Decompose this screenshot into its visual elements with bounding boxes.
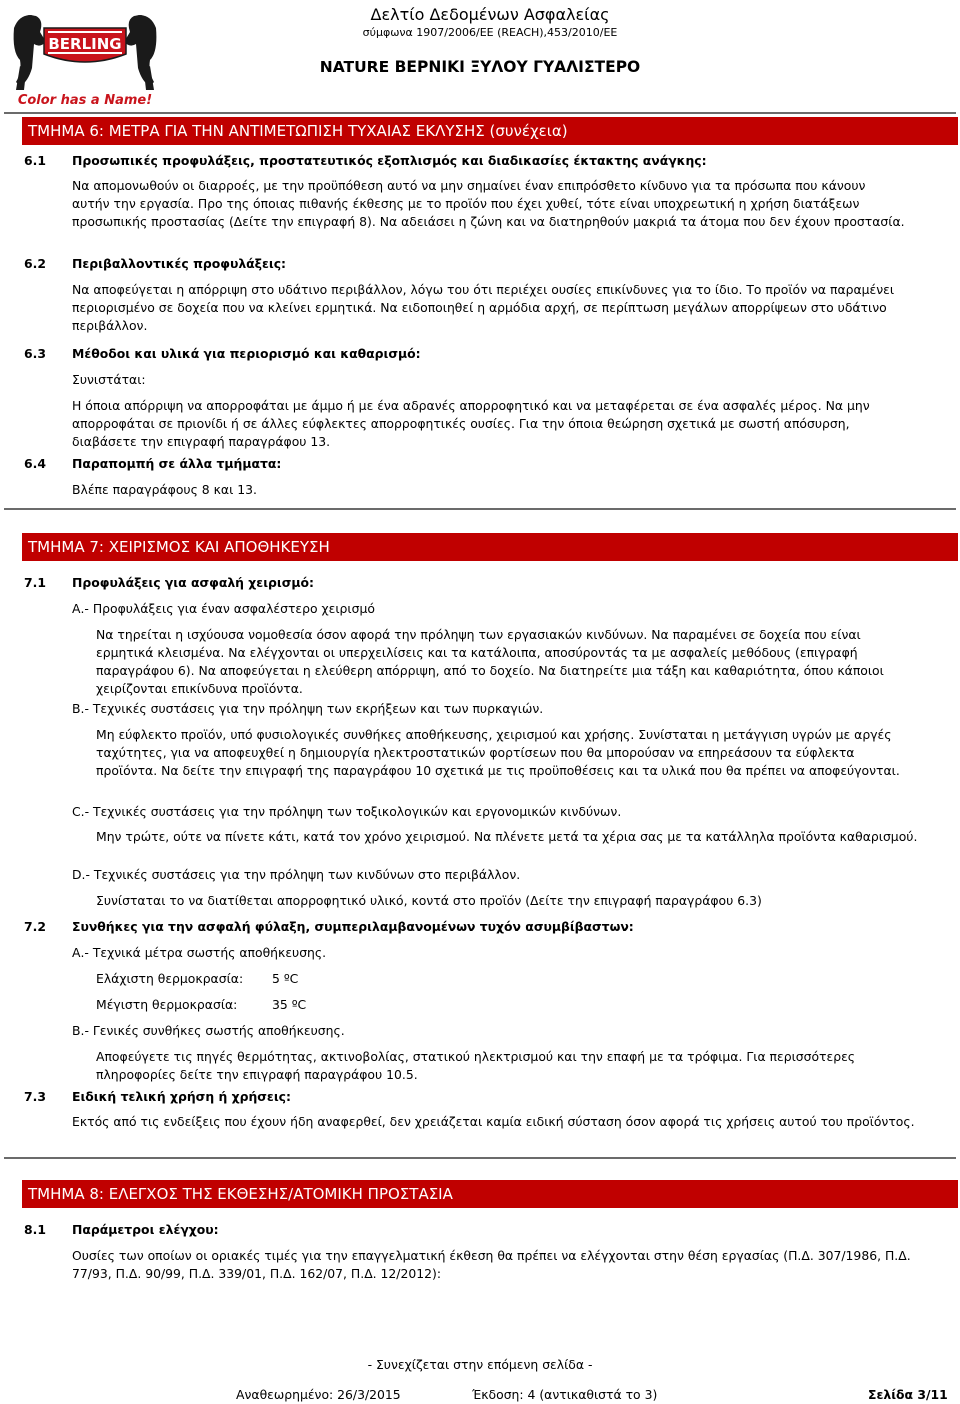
subsection-7-2-number: 7.2 [24, 919, 46, 934]
recommendation-label: Συνιστάται: [72, 372, 146, 387]
paragraph-line: ερμητικά κλεισμένα. Να ελέγχονται οι υπερχειλίσεις και τα κατάλοιπα, αποσύροντάς τα με ασφαλείς μεθόδους (επιγραφή [96, 645, 858, 660]
product-name: NATURE ΒΕΡΝΙΚΙ ΞΥΛΟΥ ΓΥΑΛΙΣΤΕΡΟ [319, 58, 641, 76]
paragraph-line: Βλέπε παραγράφους 8 και 13. [72, 482, 257, 497]
general-storage-heading: Β.- Γενικές συνθήκες σωστής αποθήκευσης. [72, 1023, 345, 1038]
paragraph-line: Ουσίες των οποίων οι οριακές τιμές για την επαγγελματική έκθεση θα πρέπει να ελέγχονται στην θέση εργασίας (Π.Δ. 307/1986, Π.Δ. [72, 1248, 911, 1263]
subsection-7-3-title: Ειδική τελική χρήση ή χρήσεις: [72, 1089, 291, 1104]
divider [4, 112, 956, 114]
subsection-8-1-number: 8.1 [24, 1222, 46, 1237]
paragraph-line: χειρίζονται επικίνδυνα προϊόντα. [96, 681, 303, 696]
paragraph-line: Αποφεύγετε τις πηγές θερμότητας, ακτινοβολίας, στατικού ηλεκτρισμού και την επαφή με τα τρόφιμα. Για περισσότερες [96, 1049, 856, 1064]
item-c-heading: C.- Τεχνικές συστάσεις για την πρόληψη των τοξικολογικών και εργονομικών κινδύνων. [72, 804, 622, 819]
item-b-heading: Β.- Τεχνικές συστάσεις για την πρόληψη των εκρήξεων και των πυρκαγιών. [72, 701, 544, 716]
paragraph-line: ταχύτητες, για να αποφευχθεί η δημιουργία ηλεκτροστατικών φορτίσεων που θα μπορούσαν να επηρεάσουν τα εύφλεκτα [96, 745, 855, 760]
paragraph-line: προϊόντα. Να δείτε την επιγραφή της παραγράφου 10 σχετικά με τις προϋποθέσεις και τα υλικά που θα πρέπει να αποφεύγονται. [96, 763, 900, 778]
paragraph-line: διαβάσετε την επιγραφή παραγράφου 13. [72, 434, 331, 449]
subsection-6-2-number: 6.2 [24, 256, 46, 271]
paragraph-line: απορροφάται σε πριονίδι ή σε άλλες εύφλεκτες απορροφητικές ουσίες. Για την όποια θεώρηση σχετικά με σωστή απόσυρση, [72, 416, 850, 431]
page-number: Σελίδα 3/11 [868, 1387, 948, 1402]
paragraph-line: Να απομονωθούν οι διαρροές, με την προϋπόθεση αυτό να μην σημαίνει έναν επιπρόσθετο κίνδυνο για τα πρόσωπα που κάνουν [72, 178, 866, 193]
paragraph-line: Μην τρώτε, ούτε να πίνετε κάτι, κατά τον χρόνο χειρισμού. Να πλένετε μετά τα χέρια σας με τα κατάλληλα προϊόντα καθαρισμού. [96, 829, 918, 844]
paragraph-line: προσωπικής προστασίας (Δείτε την επιγραφή 8). Να αδειάσει η ζώνη και να διατηρηθούν μακριά τα άτομα που δεν έχουν προστασία. [72, 214, 905, 229]
subsection-7-3-number: 7.3 [24, 1089, 46, 1104]
storage-measures-heading: Α.- Τεχνικά μέτρα σωστής αποθήκευσης. [72, 945, 327, 960]
subsection-6-4-title: Παραπομπή σε άλλα τμήματα: [72, 456, 282, 471]
paragraph-line: Να αποφεύγεται η απόρριψη στο υδάτινο περιβάλλον, λόγω του ότι περιέχει ουσίες επικίνδυνες για το ίδιο. Το προϊόν να παραμένει [72, 282, 895, 297]
subsection-6-3-title: Μέθοδοι και υλικά για περιορισμό και καθαρισμό: [72, 346, 421, 361]
divider [4, 508, 956, 510]
subsection-6-2-title: Περιβαλλοντικές προφυλάξεις: [72, 256, 287, 271]
section-8-header: ΤΜΗΜΑ 8: ΕΛΕΓΧΟΣ ΤΗΣ ΕΚΘΕΣΗΣ/ΑΤΟΜΙΚΗ ΠΡΟΣΤΑΣΙΑ [22, 1180, 958, 1208]
logo-tagline-text: Color has a Name! [17, 93, 153, 106]
paragraph-line: περιβάλλον. [72, 318, 148, 333]
min-temperature-label: Ελάχιστη θερμοκρασία: [96, 971, 244, 986]
section-6-header: ΤΜΗΜΑ 6: ΜΕΤΡΑ ΓΙΑ ΤΗΝ ΑΝΤΙΜΕΤΩΠΙΣΗ ΤΥΧΑΙΑΣ ΕΚΛΥΣΗΣ (συνέχεια) [22, 117, 958, 145]
document-regulation: σύμφωνα 1907/2006/ΕΕ (REACH),453/2010/ΕΕ [362, 26, 618, 39]
max-temperature-label: Μέγιστη θερμοκρασία: [96, 997, 238, 1012]
subsection-7-2-title: Συνθήκες για την ασφαλή φύλαξη, συμπεριλαμβανομένων τυχόν ασυμβίβαστων: [72, 919, 634, 934]
subsection-6-4-number: 6.4 [24, 456, 46, 471]
revision-date: Αναθεωρημένο: 26/3/2015 [236, 1387, 401, 1402]
item-a-heading: Α.- Προφυλάξεις για έναν ασφαλέστερο χειρισμό [72, 601, 375, 616]
berling-logo [10, 8, 160, 106]
paragraph-line: παραγράφου 6). Να αποφεύγεται η ελεύθερη απόρριψη, από το δοχείο. Να διατηρείτε μια τάξη και καθαριότητα, όπου κάποιοι [96, 663, 884, 678]
max-temperature-value: 35 ºC [272, 997, 307, 1012]
paragraph-line: Εκτός από τις ενδείξεις που έχουν ήδη αναφερθεί, δεν χρειάζεται καμία ειδική σύσταση όσον αφορά τις χρήσεις αυτού του προϊόντος. [72, 1114, 915, 1129]
subsection-6-1-number: 6.1 [24, 153, 46, 168]
paragraph-line: Μη εύφλεκτο προϊόν, υπό φυσιολογικές συνθήκες αποθήκευσης, χειρισμού και χρήσης. Συνίσταται η μετάγγιση υγρών με αργές [96, 727, 892, 742]
item-d-heading: D.- Τεχνικές συστάσεις για την πρόληψη των κινδύνων στο περιβάλλον. [72, 867, 521, 882]
paragraph-line: αυτήν την εργασία. Προ της όποιας πιθανής έκθεσης με το προϊόν που έχει χυθεί, τότε είναι υποχρεωτική η χρήση διατάξεων [72, 196, 860, 211]
min-temperature-value: 5 ºC [272, 971, 299, 986]
subsection-8-1-title: Παράμετροι ελέγχου: [72, 1222, 219, 1237]
divider [4, 1157, 956, 1159]
paragraph-line: περιορισμένο σε δοχεία που να κλείνει ερμητικά. Να ειδοποιηθεί η αρμόδια αρχή, σε περίπτωση μεγάλων απορρίψεων στο υδάτινο [72, 300, 887, 315]
paragraph-line: Η όποια απόρριψη να απορροφάται με άμμο ή με ένα αδρανές απορροφητικό και να μεταφέρεται σε ένα ασφαλές μέρος. Να μην [72, 398, 870, 413]
subsection-6-3-number: 6.3 [24, 346, 46, 361]
subsection-7-1-title: Προφυλάξεις για ασφαλή χειρισμό: [72, 575, 314, 590]
paragraph-line: 77/93, Π.Δ. 90/99, Π.Δ. 339/01, Π.Δ. 162/07, Π.Δ. 12/2012): [72, 1266, 442, 1281]
logo-brand-text: BERLING [48, 35, 122, 53]
continued-notice: - Συνεχίζεται στην επόμενη σελίδα - [367, 1357, 593, 1372]
paragraph-line: Να τηρείται η ισχύουσα νομοθεσία όσον αφορά την πρόληψη των εργασιακών κινδύνων. Να παραμένει σε δοχεία που είναι [96, 627, 861, 642]
paragraph-line: πληροφορίες δείτε την επιγραφή παραγράφου 10.5. [96, 1067, 418, 1082]
edition-info: Έκδοση: 4 (αντικαθιστά το 3) [472, 1387, 658, 1402]
subsection-7-1-number: 7.1 [24, 575, 46, 590]
subsection-6-1-title: Προσωπικές προφυλάξεις, προστατευτικός εξοπλισμός και διαδικασίες έκτακτης ανάγκης: [72, 153, 707, 168]
section-7-header: ΤΜΗΜΑ 7: ΧΕΙΡΙΣΜΟΣ ΚΑΙ ΑΠΟΘΗΚΕΥΣΗ [22, 533, 958, 561]
document-title: Δελτίο Δεδομένων Ασφαλείας [370, 5, 610, 24]
paragraph-line: Συνίσταται το να διατίθεται απορροφητικό υλικό, κοντά στο προϊόν (Δείτε την επιγραφή παραγράφου 6.3) [96, 893, 762, 908]
